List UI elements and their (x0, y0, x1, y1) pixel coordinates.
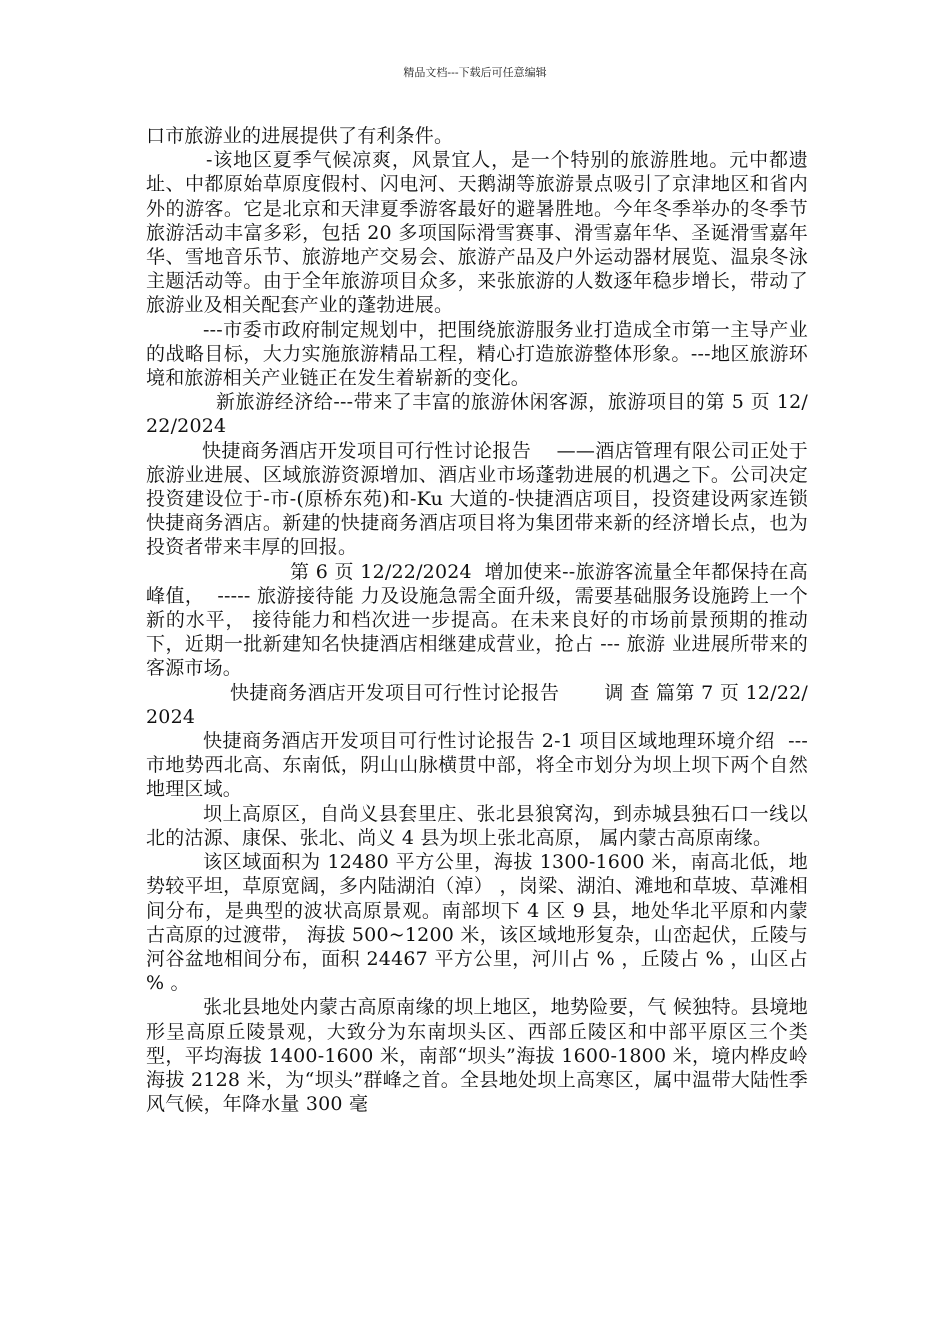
paragraph-3: ---市委市政府制定规划中，把围绕旅游服务业打造成全市第一主导产业的战略目标，大力实施旅游精品工程，精心打造旅游整体形象。---地区旅游环境和旅游相关产业链正在发生着崭新的变化。 (146, 318, 808, 390)
paragraph-8: 快捷商务酒店开发项目可行性讨论报告 2-1 项目区域地理环境介绍 --- 市地势西北高、东南低，阴山山脉横贯中部，将全市划分为坝上坝下两个自然地理区域。 (146, 730, 815, 801)
paragraph-2: -该地区夏季气候凉爽，风景宜人，是一个特别的旅游胜地。元中都遗址、中都原始草原度假村、闪电河、天鹅湖等旅游景点吸引了京津地区和省内外的游客。它是北京和天津夏季游客最好的避暑胜地。今年冬季举办的冬季节旅游活动丰富多彩，包括 20 多项国际滑雪赛事、滑雪嘉年华、圣诞滑雪嘉年华、雪地音乐节、旅游地产交易会、旅游产品及户外运动器材展览、温泉冬泳主题活动等。由于全年旅游项目众多，来张旅游的人数逐年稳步增长，带动了旅游业及相关配套产业的蓬勃进展。 (146, 149, 808, 317)
paragraph-7: 快捷商务酒店开发项目可行性讨论报告 调 查 篇第 7 页 12/22/2024 (146, 681, 808, 728)
paragraph-9: 坝上高原区，自尚义县套里庄、张北县狼窝沟，到赤城县独石口一线以北的沽源、康保、张北、尚义 4 县为坝上张北高原， 属内蒙古高原南缘。 (146, 802, 808, 849)
page-header: 精品文档---下载后可任意编辑 (403, 66, 547, 79)
paragraph-11: 张北县地处内蒙古高原南缘的坝上地区，地势险要，气 候独特。县境地形呈高原丘陵景观，大致分为东南坝头区、西部丘陵区和中部平原区三个类型，平均海拔 1400-1600 米，南部“坝头”海拔 1600-1800 米，境内桦皮岭海拔 2128 米，为“坝头”群峰之首。全县地处坝上高寒区，属中温带大陆性季风气候，年降水量 300 毫 (146, 996, 808, 1116)
document-body (146, 124, 815, 1116)
paragraph-1: 口市旅游业的进展提供了有利条件。 (146, 125, 454, 147)
paragraph-6: 第 6 页 12/22/2024 增加使来--旅游客流量全年都保持在高峰值， ----- 旅游接待能 力及设施急需全面升级，需要基础服务设施跨上一个新的水平， 接待能力和档次进一步提高。在未来良好的市场前景预期的推动下，近期一批新建知名快捷酒店相继建成营业，抢占 --- 旅游 业进展所带来的客源市场。 (146, 560, 808, 680)
paragraph-4: 新旅游经济给---带来了丰富的旅游休闲客源，旅游项目的第 5 页 12/22/2024 (146, 391, 808, 438)
paragraph-10: 该区域面积为 12480 平方公里，海拔 1300-1600 米，南高北低，地势较平坦，草原宽阔，多内陆湖泊（淖） ，岗梁、湖泊、滩地和草坡、草滩相间分布，是典型的波状高原景观。南部坝下 4 区 9 县，地处华北平原和内蒙古高原的过渡带， 海拔 500~1200 米，该区域地形复杂，山峦起伏，丘陵与河谷盆地相间分布，面积 24467 平方公里，河川占 % ，丘陵占 % ，山区占 % 。 (146, 851, 815, 995)
paragraph-5: 快捷商务酒店开发项目可行性讨论报告 ——酒店管理有限公司正处于旅游业进展、区域旅游资源增加、酒店业市场蓬勃进展的机遇之下。公司决定投资建设位于-市-(原桥东苑)和-Ku 大道的-快捷酒店项目，投资建设两家连锁快捷商务酒店。新建的快捷商务酒店项目将为集团带来新的经济增长点，也为投资者带来丰厚的回报。 (146, 439, 808, 559)
